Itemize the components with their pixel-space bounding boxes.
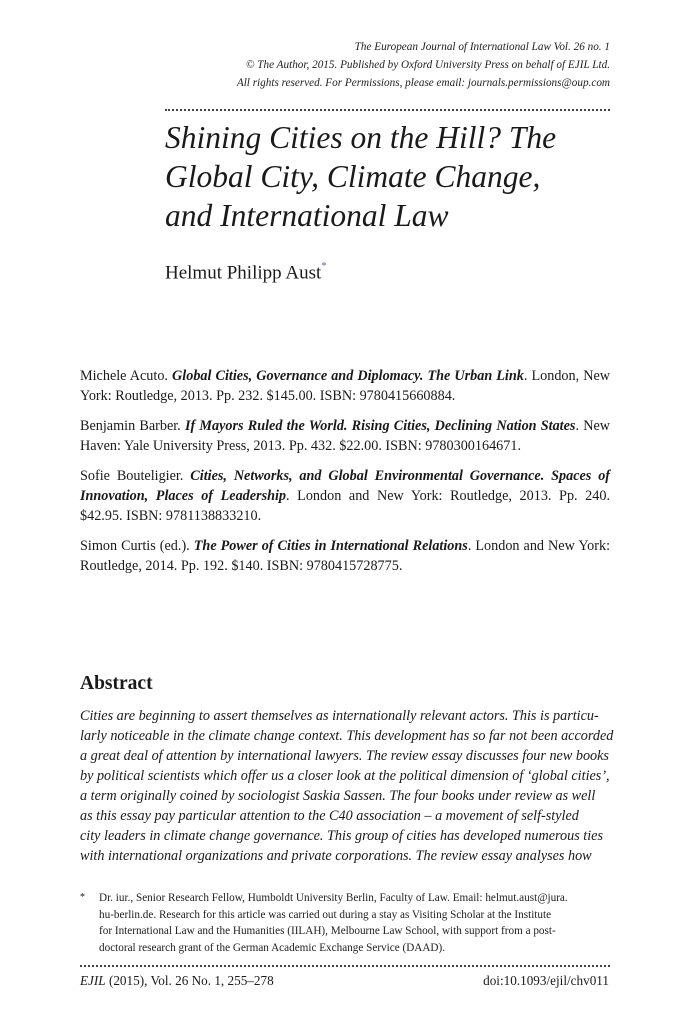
book-authors: Benjamin Barber. <box>80 418 181 434</box>
header-divider <box>165 109 610 111</box>
book-title: If Mayors Ruled the World. Rising Cities, Declining Nation States <box>184 418 576 434</box>
book-authors: Sofie Bouteligier. <box>80 468 184 484</box>
book-reference <box>80 466 610 526</box>
abstract-line: by political scientists which offer us a closer look at the political dimension of ‘global cities’, <box>80 768 610 784</box>
footnote-line: Dr. iur., Senior Research Fellow, Humboldt University Berlin, Faculty of Law. Email: helmut.aust@jura. <box>99 892 568 904</box>
abstract-line: a great deal of attention by international lawyers. The review essay discusses four new books <box>80 748 609 764</box>
abstract-body <box>80 706 614 866</box>
article-title <box>165 118 625 235</box>
abstract-line: a term originally coined by sociologist Saskia Sassen. The four books under review as well <box>80 788 596 804</box>
book-authors: Simon Curtis (ed.). <box>80 538 190 554</box>
title-line: and International Law <box>165 198 449 233</box>
book-details: . London and New York: Routledge, 2013. Pp. 240. $42.95. ISBN: 9781138833210. <box>80 488 610 524</box>
book-title: Cities, Networks, and Global Environmental Governance. Spaces of Innovation, Places of Leadership <box>80 468 611 504</box>
author <box>165 262 327 284</box>
footnote-mark: * <box>80 892 85 903</box>
author-name: Helmut Philipp Aust <box>165 262 322 284</box>
abstract-line: city leaders in climate change governance. This group of cities has developed numerous ties <box>80 828 603 844</box>
footer-divider <box>80 965 610 967</box>
book-details: . London and New York: Routledge, 2014. Pp. 192. $140. ISBN: 9780415728775. <box>80 538 611 574</box>
book-details: . London, New York: Routledge, 2013. Pp. 232. $145.00. ISBN: 9780415660884. <box>80 368 611 404</box>
footnote-line: for International Law and the Humanities (IILAH), Melbourne Law School, with support from a post- <box>99 925 556 938</box>
book-reference <box>80 416 610 456</box>
abstract-heading: Abstract <box>80 673 153 694</box>
abstract-line: Cities are beginning to assert themselves as internationally relevant actors. This is particu- <box>80 708 599 724</box>
journal-abbreviation: EJIL <box>80 973 106 988</box>
copyright-line: © The Author, 2015. Published by Oxford University Press on behalf of EJIL Ltd. <box>246 59 610 71</box>
title-line: Shining Cities on the Hill? The <box>165 120 557 155</box>
book-title: The Power of Cities in International Relations <box>193 538 468 554</box>
book-reference <box>80 536 610 576</box>
author-footnote <box>80 890 611 956</box>
abstract-line: with international organizations and private corporations. The review essay analyses how <box>80 848 592 864</box>
author-footnote-mark[interactable]: * <box>321 260 327 272</box>
journal-header-line: The European Journal of International Law Vol. 26 no. 1 <box>354 41 610 53</box>
journal-header <box>237 38 610 92</box>
journal-citation <box>80 973 274 989</box>
footnote-line: hu-berlin.de. Research for this article was carried out during a stay as Visiting Scholar at the Institute <box>99 908 552 921</box>
title-line: Global City, Climate Change, <box>165 159 541 194</box>
abstract-line: as this essay pay particular attention to the C40 association – a movement of self-styled <box>80 808 579 824</box>
book-title: Global Cities, Governance and Diplomacy. The Urban Link <box>172 368 524 384</box>
reviewed-books <box>80 366 610 586</box>
book-details: . New Haven: Yale University Press, 2013. Pp. 432. $22.00. ISBN: 9780300164671. <box>80 418 610 454</box>
doi[interactable]: doi:10.1093/ejil/chv011 <box>483 973 609 988</box>
footnote-line: doctoral research grant of the German Academic Exchange Service (DAAD). <box>99 941 446 954</box>
permissions-line: All rights reserved. For Permissions, please email: journals.permissions@oup.com <box>236 77 610 89</box>
citation-details: (2015), Vol. 26 No. 1, 255–278 <box>105 973 274 988</box>
abstract-line: larly noticeable in the climate change context. This development has so far not been accorded <box>80 728 614 744</box>
book-reference <box>80 366 610 406</box>
book-authors: Michele Acuto. <box>80 368 168 384</box>
